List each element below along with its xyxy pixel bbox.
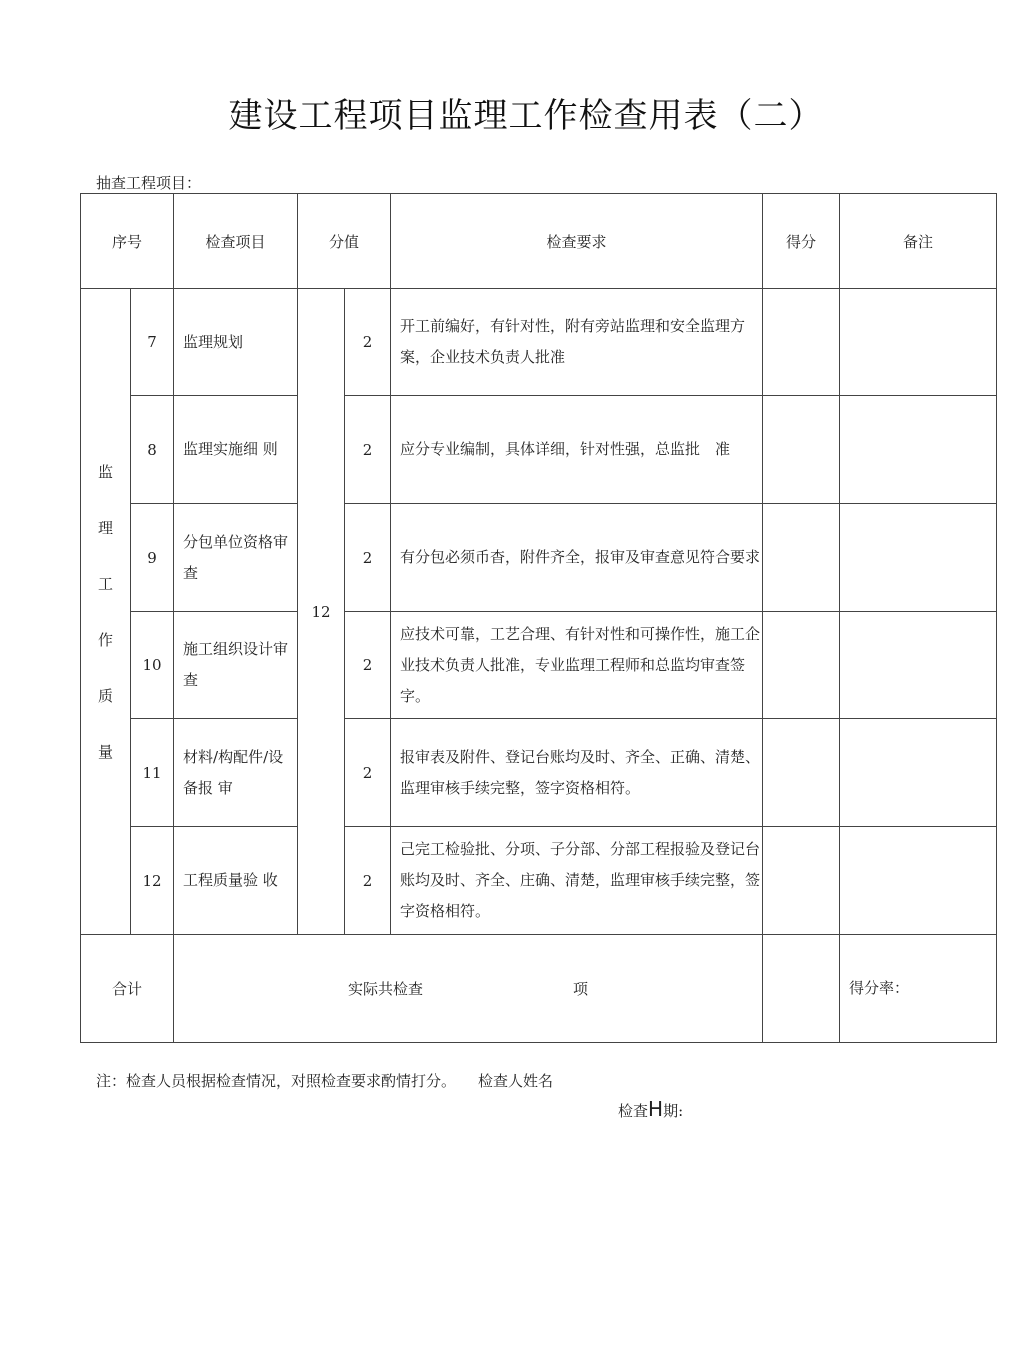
row-requirement: 己完工检验批、分项、子分部、分部工程报验及登记台账均及时、齐全、庄确、清楚，监理审核手续完整，签字资格相符。: [391, 827, 763, 935]
row-score-cell[interactable]: [763, 719, 840, 827]
row-requirement: 开工前编好，有针对性，附有旁站监理和安全监理方案，企业技术负责人批准: [391, 289, 763, 396]
row-value: 2: [345, 827, 391, 935]
category-char: 质: [97, 686, 113, 705]
total-actual-prefix: 实际共检查: [348, 980, 424, 998]
row-requirement: 应技术可靠，工艺合理、有针对性和可操作性，施工企业技术负责人批准，专业监理工程师和总监均审查签字。: [391, 612, 763, 719]
header-remarks: 备注: [840, 194, 997, 289]
row-remarks-cell[interactable]: [840, 719, 997, 827]
row-value: 2: [345, 289, 391, 396]
row-number: 8: [131, 396, 174, 504]
row-item: 分包单位资格审查: [174, 504, 298, 612]
row-value: 2: [345, 719, 391, 827]
header-requirement: 检查要求: [391, 194, 763, 289]
total-actual-suffix: 项: [573, 980, 589, 998]
row-requirement: 应分专业编制，具体详细，针对性强，总监批 准: [391, 396, 763, 504]
row-number: 7: [131, 289, 174, 396]
header-score-value: 分值: [298, 194, 391, 289]
row-remarks-cell[interactable]: [840, 289, 997, 396]
row-remarks-cell[interactable]: [840, 827, 997, 935]
total-row: [81, 935, 997, 1043]
row-score-cell[interactable]: [763, 289, 840, 396]
row-item: 监理实施细 则: [174, 396, 298, 504]
date-label-part3: 期:: [663, 1102, 684, 1120]
header-row: [81, 194, 997, 289]
row-requirement: 报审表及附件、登记台账均及时、齐全、正确、清楚、监理审核手续完整，签字资格相符。: [391, 719, 763, 827]
inspection-table: [80, 193, 997, 1043]
row-score-cell[interactable]: [763, 612, 840, 719]
page-title: 建设工程项目监理工作检查用表（二）: [228, 96, 824, 136]
row-value: 2: [345, 612, 391, 719]
header-score: 得分: [763, 194, 840, 289]
category-char: 工: [97, 574, 113, 593]
project-label: 抽查工程项目：: [96, 174, 202, 192]
inspection-date: [618, 1097, 683, 1121]
row-score-cell[interactable]: [763, 827, 840, 935]
inspector-name-label: 检查人姓名: [478, 1072, 554, 1090]
category-char: 理: [97, 518, 113, 537]
row-remarks-cell[interactable]: [840, 504, 997, 612]
date-label-part1: 检査: [618, 1102, 649, 1120]
row-value: 2: [345, 504, 391, 612]
table-row: [81, 719, 997, 827]
row-requirement: 有分包必须币杳，附件齐全，报审及审查意见符合要求: [391, 504, 763, 612]
category-char: 量: [97, 742, 113, 761]
footnote: [96, 1070, 553, 1091]
category-char: 监: [97, 462, 113, 481]
row-remarks-cell[interactable]: [840, 612, 997, 719]
row-number: 10: [131, 612, 174, 719]
row-item: 工程质量验 收: [174, 827, 298, 935]
row-value: 2: [345, 396, 391, 504]
row-item: 监理规划: [174, 289, 298, 396]
table-row: [81, 612, 997, 719]
category-cell: [81, 289, 131, 935]
footnote-text: 注：检查人员根据检查情况，对照检查要求酌情打分。: [96, 1072, 457, 1090]
table-row: [81, 289, 997, 396]
total-label: 合计: [81, 935, 174, 1043]
header-seq: 序号: [81, 194, 174, 289]
score-rate-label: 得分率：: [840, 935, 997, 1043]
group-total-value: 12: [298, 289, 345, 935]
date-label-part2: H: [648, 1097, 664, 1121]
row-number: 11: [131, 719, 174, 827]
row-number: 12: [131, 827, 174, 935]
table-row: [81, 504, 997, 612]
total-score-cell[interactable]: [763, 935, 840, 1043]
row-score-cell[interactable]: [763, 504, 840, 612]
row-remarks-cell[interactable]: [840, 396, 997, 504]
header-item: 检查项目: [174, 194, 298, 289]
category-char: 作: [97, 630, 113, 649]
row-score-cell[interactable]: [763, 396, 840, 504]
table-row: [81, 396, 997, 504]
row-item: 施工组织设计审查: [174, 612, 298, 719]
row-item: 材料/构配件/设备报 审: [174, 719, 298, 827]
total-actual-cell: [174, 935, 763, 1043]
row-number: 9: [131, 504, 174, 612]
table-row: [81, 827, 997, 935]
